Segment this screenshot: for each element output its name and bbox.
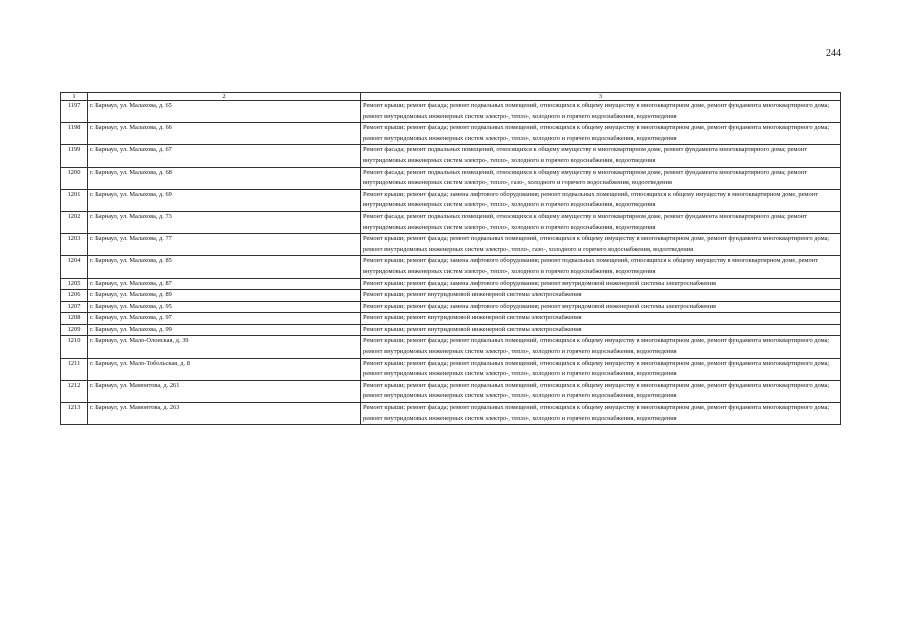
row-number: 1203	[61, 234, 88, 256]
row-number: 1205	[61, 278, 88, 290]
row-works: Ремонт фасада; ремонт подвальных помещений, относящихся к общему имуществу в многоквартирном доме, ремонт фундамента многоквартирного дома; ремонт внутридомовых инженерных систем электро-, тепло-, газо-, холодного и горячего водоснабжения, водоотведения	[361, 167, 841, 189]
row-works: Ремонт крыши; ремонт фасада; замена лифтового оборудования; ремонт подвальных помещений, относящихся к общему имуществу в многоквартирном доме, ремонт внутридомовых инженерных систем электро-, тепло-, холодного и горячего водоснабжения, водоотведения	[361, 256, 841, 278]
row-number: 1210	[61, 336, 88, 358]
row-number: 1204	[61, 256, 88, 278]
header-cell-address: 2	[88, 93, 361, 101]
row-number: 1211	[61, 358, 88, 380]
table-row	[61, 380, 841, 402]
row-address: г. Барнаул, ул. Мало-Тобольская, д. 8	[88, 358, 361, 380]
row-address: г. Барнаул, ул. Малахова, д. 89	[88, 290, 361, 302]
row-works: Ремонт крыши; ремонт внутридомовой инженерной системы электроснабжения	[361, 313, 841, 325]
row-address: г. Барнаул, ул. Малахова, д. 73	[88, 211, 361, 233]
row-number: 1200	[61, 167, 88, 189]
row-address: г. Барнаул, ул. Малахова, д. 99	[88, 324, 361, 336]
table-row	[61, 211, 841, 233]
row-number: 1207	[61, 301, 88, 313]
row-address: г. Барнаул, ул. Малахова, д. 67	[88, 145, 361, 167]
row-number: 1209	[61, 324, 88, 336]
row-works: Ремонт крыши; ремонт фасада; ремонт подвальных помещений, относящихся к общему имуществу в многоквартирном доме, ремонт фундамента многоквартирного дома; ремонт внутридомовых инженерных систем электро-, тепло-, холодного и горячего водоснабжения, водоотведения	[361, 101, 841, 123]
table-row	[61, 101, 841, 123]
row-address: г. Барнаул, ул. Малахова, д. 95	[88, 301, 361, 313]
row-number: 1212	[61, 380, 88, 402]
header-cell-works: 3	[361, 93, 841, 101]
table-row	[61, 336, 841, 358]
row-number: 1202	[61, 211, 88, 233]
row-number: 1199	[61, 145, 88, 167]
row-works: Ремонт крыши; ремонт фасада; ремонт подвальных помещений, относящихся к общему имуществу в многоквартирном доме, ремонт фундамента многоквартирного дома; ремонт внутридомовых инженерных систем электро-, тепло-, холодного и горячего водоснабжения, водоотведения	[361, 336, 841, 358]
table-body	[61, 93, 841, 425]
row-works: Ремонт фасада; ремонт подвальных помещений, относящихся к общему имуществу в многоквартирном доме, ремонт фундамента многоквартирного дома; ремонт внутридомовых инженерных систем электро-, тепло-, холодного и горячего водоснабжения, водоотведения	[361, 211, 841, 233]
table-row	[61, 290, 841, 302]
header-cell-number: 1	[61, 93, 88, 101]
row-address: г. Барнаул, ул. Мало-Олонская, д. 39	[88, 336, 361, 358]
row-works: Ремонт крыши; ремонт внутридомовой инженерной системы электроснабжения	[361, 324, 841, 336]
row-works: Ремонт крыши; ремонт фасада; ремонт подвальных помещений, относящихся к общему имуществу в многоквартирном доме, ремонт фундамента многоквартирного дома; ремонт внутридомовых инженерных систем электро-, тепло-, холодного и горячего водоснабжения, водоотведения	[361, 403, 841, 425]
row-address: г. Барнаул, ул. Малахова, д. 87	[88, 278, 361, 290]
row-address: г. Барнаул, ул. Малахова, д. 97	[88, 313, 361, 325]
table-row	[61, 123, 841, 145]
row-works: Ремонт крыши; ремонт внутридомовой инженерной системы электроснабжения	[361, 290, 841, 302]
table-row	[61, 256, 841, 278]
row-works: Ремонт крыши; ремонт фасада; ремонт подвальных помещений, относящихся к общему имуществу в многоквартирном доме, ремонт фундамента многоквартирного дома; ремонт внутридомовых инженерных систем электро-, тепло-, холодного и горячего водоснабжения, водоотведения	[361, 380, 841, 402]
row-address: г. Барнаул, ул. Мамонтова, д. 263	[88, 403, 361, 425]
row-works: Ремонт крыши; ремонт фасада; замена лифтового оборудования; ремонт внутридомовой инженерной системы электроснабжения	[361, 278, 841, 290]
row-works: Ремонт крыши; ремонт фасада; ремонт подвальных помещений, относящихся к общему имуществу в многоквартирном доме, ремонт фундамента многоквартирного дома; ремонт внутридомовых инженерных систем электро-, тепло-, холодного и горячего водоснабжения, водоотведения	[361, 358, 841, 380]
row-number: 1208	[61, 313, 88, 325]
table-row	[61, 145, 841, 167]
row-address: г. Барнаул, ул. Малахова, д. 85	[88, 256, 361, 278]
row-address: г. Барнаул, ул. Малахова, д. 69	[88, 189, 361, 211]
row-address: г. Барнаул, ул. Малахова, д. 66	[88, 123, 361, 145]
table-row	[61, 278, 841, 290]
row-number: 1213	[61, 403, 88, 425]
row-works: Ремонт крыши; ремонт фасада; ремонт подвальных помещений, относящихся к общему имуществу в многоквартирном доме, ремонт фундамента многоквартирного дома; ремонт внутридомовых инженерных систем электро-, тепло-, газо-, холодного и горячего водоснабжения, водоотведения	[361, 234, 841, 256]
row-address: г. Барнаул, ул. Малахова, д. 65	[88, 101, 361, 123]
table-row	[61, 301, 841, 313]
table-header-row	[61, 93, 841, 101]
row-address: г. Барнаул, ул. Малахова, д. 77	[88, 234, 361, 256]
row-works: Ремонт крыши; ремонт фасада; замена лифтового оборудования; ремонт внутридомовой инженерной системы электроснабжения	[361, 301, 841, 313]
table-row	[61, 189, 841, 211]
table-row	[61, 358, 841, 380]
row-works: Ремонт крыши; ремонт фасада; замена лифтового оборудования; ремонт подвальных помещений, относящихся к общему имуществу в многоквартирном доме, ремонт внутридомовых инженерных систем электро-, тепло-, холодного и горячего водоснабжения, водоотведения	[361, 189, 841, 211]
table-row	[61, 234, 841, 256]
row-address: г. Барнаул, ул. Мамонтова, д. 261	[88, 380, 361, 402]
table-row	[61, 324, 841, 336]
row-number: 1198	[61, 123, 88, 145]
table-row	[61, 403, 841, 425]
row-number: 1201	[61, 189, 88, 211]
row-number: 1206	[61, 290, 88, 302]
table-row	[61, 167, 841, 189]
row-works: Ремонт фасада; ремонт подвальных помещений, относящихся к общему имуществу в многоквартирном доме, ремонт фундамента многоквартирного дома; ремонт внутридомовых инженерных систем электро-, тепло-, холодного и горячего водоснабжения, водоотведения	[361, 145, 841, 167]
row-number: 1197	[61, 101, 88, 123]
repair-works-table	[60, 92, 841, 425]
row-works: Ремонт крыши; ремонт фасада; ремонт подвальных помещений, относящихся к общему имуществу в многоквартирном доме, ремонт фундамента многоквартирного дома; ремонт внутридомовых инженерных систем электро-, тепло-, холодного и горячего водоснабжения, водоотведения	[361, 123, 841, 145]
table-row	[61, 313, 841, 325]
row-address: г. Барнаул, ул. Малахова, д. 68	[88, 167, 361, 189]
page-number: 244	[826, 48, 841, 59]
